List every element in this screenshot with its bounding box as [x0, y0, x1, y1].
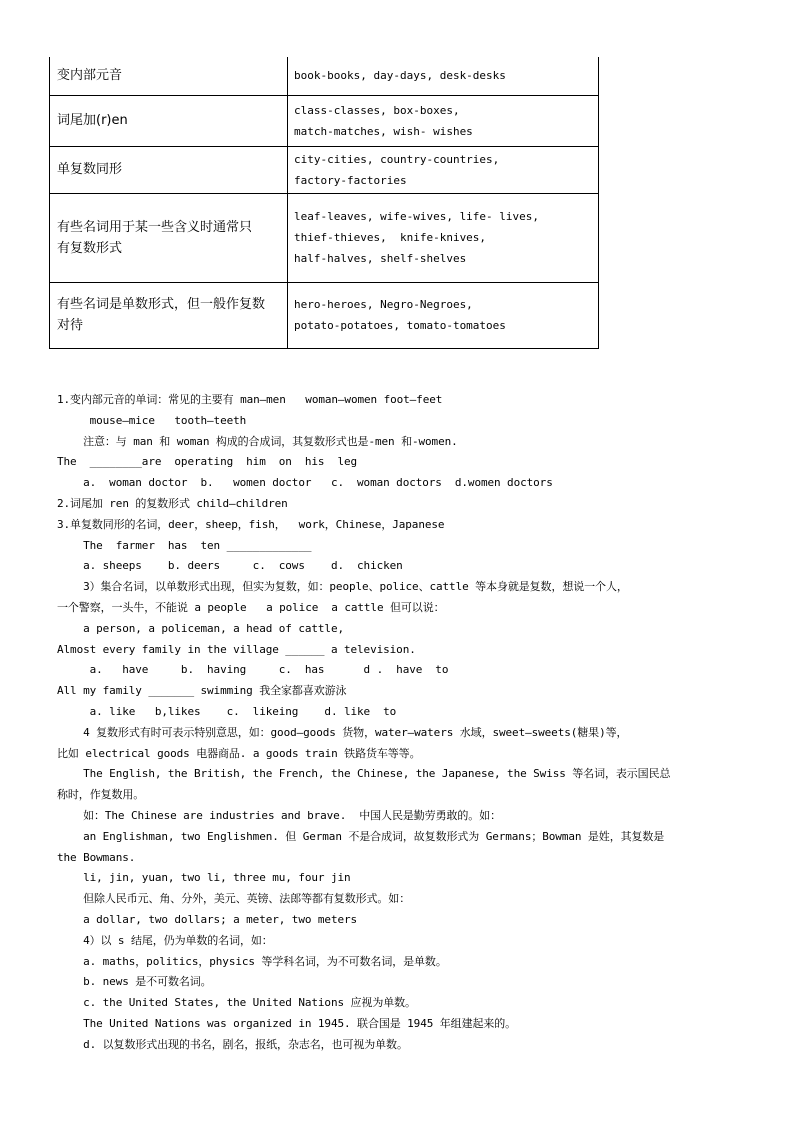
text-line: b. news 是不可数名词。 [57, 975, 212, 989]
rule-text: 有些名词用于某一些含义时通常只 [57, 219, 253, 235]
text-line: mouse—mice tooth—teeth [57, 413, 247, 427]
options-line: a. have b. having c. has d . have to [57, 663, 449, 677]
rule-text: 有复数形式 [57, 240, 123, 256]
example-text: leaf-leaves, wife-wives, life- lives, [294, 210, 540, 223]
example-text: class-classes, box-boxes, [294, 103, 460, 117]
examples-cell [288, 95, 599, 146]
rule-cell [50, 146, 288, 193]
example-text: half-halves, shelf-shelves [294, 252, 467, 265]
example-text: factory-factories [294, 173, 407, 187]
text-line: 注意：与 man 和 woman 构成的合成词，其复数形式也是-men 和-women. [57, 434, 458, 448]
text-line: a. maths，politics，physics 等学科名词，为不可数名词，是单数。 [57, 954, 447, 968]
table-row [50, 95, 599, 146]
plural-forms-table [49, 57, 599, 349]
rule-text: 变内部元音 [57, 68, 123, 84]
text-line: a person, a policeman, a head of cattle, [57, 621, 344, 635]
examples-cell [288, 193, 599, 282]
table-row [50, 193, 599, 282]
rule-text: 词尾加(r)en [57, 113, 128, 128]
text-line: 3）集合名词，以单数形式出现，但实为复数，如：people、police、cattle 等本身就是复数，想说一个人， [57, 580, 628, 594]
text-line: 4）以 s 结尾，仍为单数的名词，如： [57, 933, 273, 947]
examples-cell [288, 146, 599, 193]
example-text: match-matches, wish- wishes [294, 124, 473, 138]
rule-text: 有些名词是单数形式，但一般作复数 [57, 297, 266, 312]
examples-cell [288, 57, 599, 95]
question-line: All my family _______ swimming 我全家都喜欢游泳 [57, 684, 347, 698]
rule-text: 单复数同形 [57, 162, 123, 177]
text-line: d. 以复数形式出现的书名，剧名，报纸，杂志名，也可视为单数。 [57, 1037, 408, 1051]
rule-cell [50, 95, 288, 146]
text-line: 2.词尾加 ren 的复数形式 child—children [57, 496, 288, 510]
table-row [50, 57, 599, 95]
question-line: Almost every family in the village ______ a television. [57, 642, 416, 656]
text-line: the Bowmans. [57, 850, 136, 864]
example-text: thief-thieves, knife-knives, [294, 231, 487, 244]
text-line: 3.单复数同形的名词，deer，sheep，fish， work，Chinese，Japanese [57, 517, 445, 531]
body-text [57, 390, 757, 1056]
example-text: book-books, day-days, desk-desks [294, 69, 506, 83]
text-line: 一个警察，一头牛，不能说 a people a police a cattle 但可以说： [57, 600, 445, 614]
options-line: a. like b,likes c. likeing d. like to [57, 704, 397, 718]
text-line: 如：The Chinese are industries and brave. 中国人民是勤劳勇敢的。如： [57, 808, 501, 822]
text-line: a dollar, two dollars; a meter, two meters [57, 912, 358, 926]
rule-cell [50, 193, 288, 282]
table-row [50, 146, 599, 193]
question-line: The ________are operating him on his leg [57, 455, 358, 469]
text-line: 1.变内部元音的单词：常见的主要有 man—men woman—women foot—feet [57, 393, 443, 406]
rule-cell [50, 57, 288, 95]
rule-cell [50, 282, 288, 348]
text-line: The United Nations was organized in 1945. 联合国是 1945 年组建起来的。 [57, 1016, 517, 1030]
options-line: a. sheeps b. deers c. cows d. chicken [57, 559, 403, 573]
text-line: li, jin, yuan, two li, three mu, four jin [57, 871, 351, 885]
text-line: c. the United States, the United Nations 应视为单数。 [57, 996, 416, 1010]
example-text: potato-potatoes, tomato-tomatoes [294, 319, 506, 332]
text-line: an Englishman, two Englishmen. 但 German 不是合成词，故复数形式为 Germans；Bowman 是姓，其复数是 [57, 829, 665, 843]
table-row [50, 282, 599, 348]
text-line: The English, the British, the French, the Chinese, the Japanese, the Swiss 等名词，表示国民总 [57, 767, 671, 781]
text-line: 4 复数形式有时可表示特别意思，如：good—goods 货物，water—waters 水域，sweet—sweets(糖果)等， [57, 725, 628, 739]
text-line: 比如 electrical goods 电器商品. a goods train 铁路货车等等。 [57, 746, 421, 760]
text-line: 但除人民币元、角、分外，美元、英镑、法郎等都有复数形式。如： [57, 892, 411, 906]
options-line: a. woman doctor b. women doctor c. woman doctors d.women doctors [57, 476, 553, 490]
question-line: The farmer has ten _____________ [57, 538, 312, 552]
rule-text: 对待 [57, 318, 84, 333]
example-text: city-cities, country-countries, [294, 152, 500, 166]
text-line: 称时，作复数用。 [57, 788, 145, 802]
examples-cell [288, 282, 599, 348]
example-text: hero-heroes, Negro-Negroes, [294, 298, 473, 311]
